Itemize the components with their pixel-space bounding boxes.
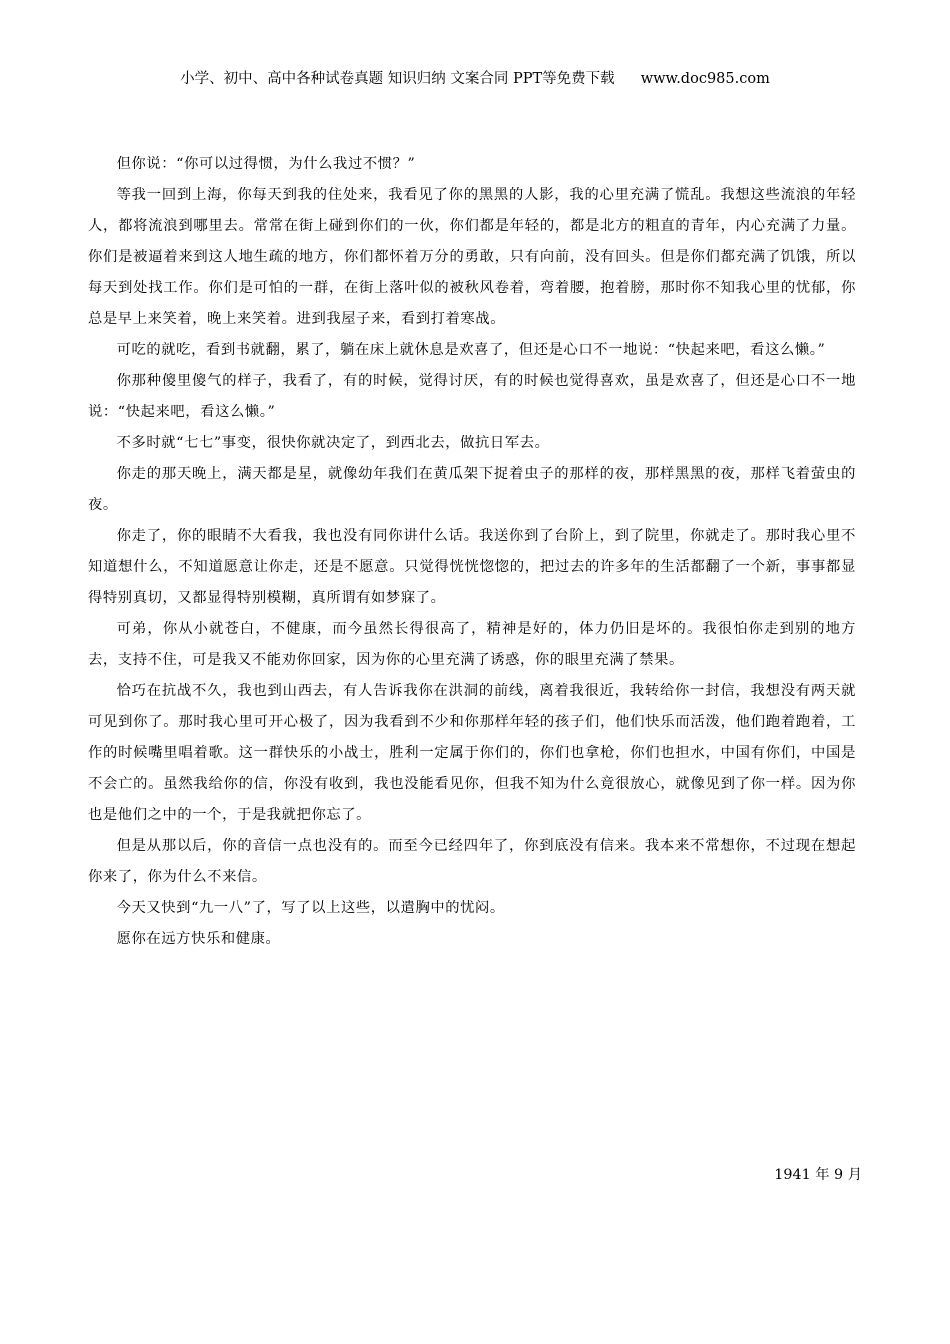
paragraph: 你走的那天晚上，满天都是星，就像幼年我们在黄瓜架下捉着虫子的那样的夜，那样黑黑的夜，那样飞着萤虫的夜。	[88, 466, 856, 513]
paragraph: 今天又快到“九一八”了，写了以上这些，以遣胸中的忧闷。	[116, 900, 505, 916]
header-text: 小学、初中、高中各种试卷真题 知识归纳 文案合同 PPT等免费下载	[180, 71, 615, 87]
paragraph: 可弟，你从小就苍白，不健康，而今虽然长得很高了，精神是好的，体力仍旧是坏的。我很怕你走到别的地方去，支持不住，可是我又不能劝你回家，因为你的心里充满了诱惑，你的眼里充满了禁果。	[88, 621, 856, 668]
paragraph: 不多时就“七七”事变，很快你就决定了，到西北去，做抗日军去。	[116, 435, 550, 451]
paragraph: 恰巧在抗战不久，我也到山西去，有人告诉我你在洪洞的前线，离着我很近，我转给你一封信，我想没有两天就可见到你了。那时我心里可开心极了，因为我看到不少和你那样年轻的孩子们，他们快乐而活泼，他们跑着跑着，工作的时候嘴里唱着歌。这一群快乐的小战士，胜利一定属于你们的，你们也拿枪，你们也担水，中国有你们，中国是不会亡的。虽然我给你的信，你没有收到，我也没能看见你，但我不知为什么竟很放心，就像见到了你一样。因为你也是他们之中的一个，于是我就把你忘了。	[88, 683, 856, 823]
page-header	[0, 69, 950, 89]
header-url[interactable]: www.doc985.com	[640, 71, 770, 87]
paragraph: 你那种傻里傻气的样子，我看了，有的时候，觉得讨厌，有的时候也觉得喜欢，虽是欢喜了，但还是心口不一地说：“快起来吧，看这么懒。”	[88, 373, 856, 420]
paragraph: 你走了，你的眼睛不大看我，我也没有同你讲什么话。我送你到了台阶上，到了院里，你就走了。那时我心里不知道想什么，不知道愿意让你走，还是不愿意。只觉得恍恍惚惚的，把过去的许多年的生活都翻了一个新，事事都显得特别真切，又都显得特别模糊，真所谓有如梦寐了。	[88, 528, 856, 606]
paragraph: 愿你在远方快乐和健康。	[116, 931, 281, 947]
paragraph: 但是从那以后，你的音信一点也没有的。而至今已经四年了，你到底没有信来。我本来不常想你，不过现在想起你来了，你为什么不来信。	[88, 838, 856, 885]
paragraph: 但你说：“你可以过得惯，为什么我过不惯？”	[116, 156, 416, 172]
date-signature: 1941 年 9 月	[774, 1167, 862, 1183]
article-body	[88, 149, 856, 955]
paragraph: 可吃的就吃，看到书就翻，累了，躺在床上就休息是欢喜了，但还是心口不一地说：“快起来吧，看这么懒。”	[116, 342, 826, 358]
paragraph: 等我一回到上海，你每天到我的住处来，我看见了你的黑黑的人影，我的心里充满了慌乱。我想这些流浪的年轻人，都将流浪到哪里去。常常在街上碰到你们的一伙，你们都是年轻的，都是北方的粗直的青年，内心充满了力量。你们是被逼着来到这人地生疏的地方，你们都怀着万分的勇敢，只有向前，没有回头。但是你们都充满了饥饿，所以每天到处找工作。你们是可怕的一群，在街上落叶似的被秋风卷着，弯着腰，抱着膀，那时你不知我心里的忧郁，你总是早上来笑着，晚上来笑着。进到我屋子来，看到打着寒战。	[88, 187, 856, 327]
